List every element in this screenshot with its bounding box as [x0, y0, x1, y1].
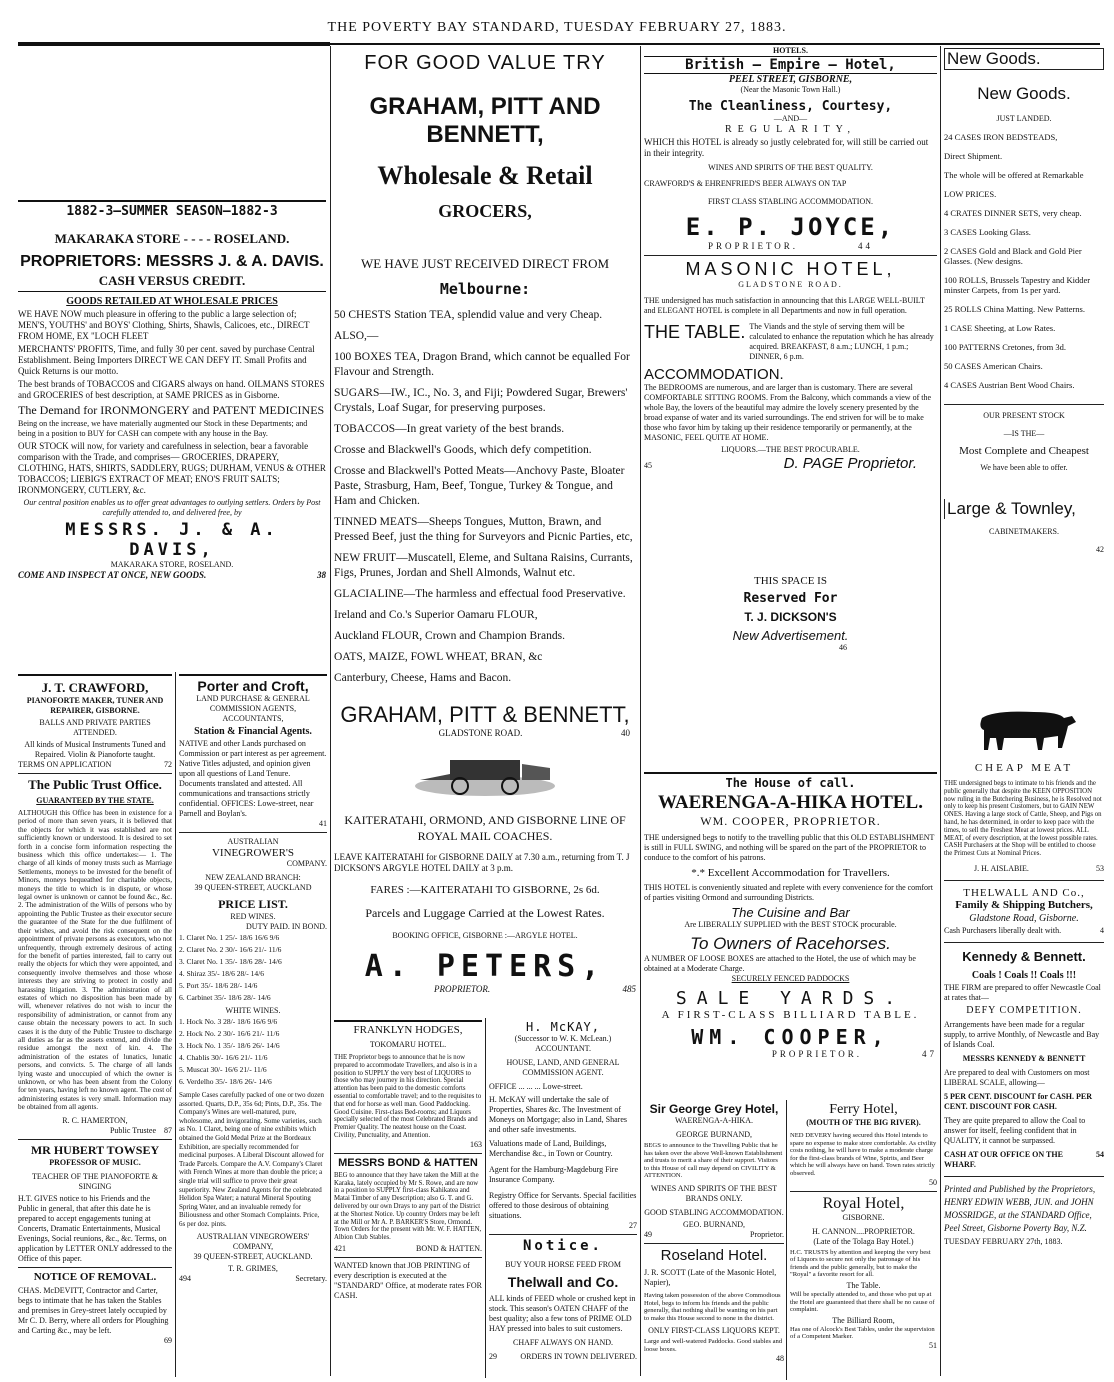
mckay-house: HOUSE, LAND, AND GENERAL COMMISSION AGENT.	[506, 1058, 620, 1077]
waerenga-boxes: A NUMBER OF LOOSE BOXES are attached to the Hotel, the use of which may be obtained at a Moderate Charge.	[644, 954, 916, 973]
vine-wrows-item: 2. Hock No. 2 30/- 16/6 21/- 11/6	[179, 1029, 280, 1038]
gpb-advert	[334, 52, 636, 742]
porter-body: NATIVE and other Lands purchased on Commission or part interest as per agreement. Native Titles adjusted, and opinion given upon all questions of Land Tenure. Documents translated and attested. All communications and transactions strictly confidential. OFFICES: Lowe-street, near Parnell and Boylan's.	[179, 739, 327, 818]
joyce-name: E. P. JOYCE,	[685, 213, 896, 241]
trust-sig2: Public Trustee	[109, 1125, 156, 1135]
towsey-body: H.T. GIVES notice to his Friends and the Public in general, that after this date he is prepared to accept engagements tuning at Concerts, Dramatic Entertainments, Musical Evenings, Social reunions, &c., &c. Terms, on application by LETTER ONLY addressed to the Office of this paper.	[18, 1193, 172, 1263]
gpb-grocers: GROCERS,	[438, 201, 532, 221]
header-rule-right	[640, 43, 1100, 45]
crawford-terms: TERMS ON APPLICATION	[18, 760, 112, 769]
grey-num: 49	[644, 1229, 652, 1239]
porter-sub: LAND PURCHASE & GENERAL COMMISSION AGENTS, ACCOUNTANTS,	[196, 694, 310, 723]
davis-num: 38	[317, 570, 326, 580]
waerenga-yards: SALE YARDS.	[675, 988, 906, 1009]
vine-rows-item: 2. Claret No. 2 30/- 16/6 21/- 11/6	[179, 945, 282, 954]
notice-orders: ORDERS IN TOWN DELIVERED.	[520, 1352, 637, 1361]
thelwall-addr: Gladstone Road, Gisborne.	[969, 912, 1079, 924]
meat-body: THE undersigned begs to intimate to his friends and the public generally that despite the KEEN OPPOSITION now ruling in the Butchering Business, he is Resolved not only to keep his present Customers, but to GAIN NEW ONES. Having a large stock of Cattle, Sheep, and Pigs on hand, he has determined, in order to keep pace with the times, to sell the Freshest Meat at lowest prices. ALL MEAT, of every description, at the lowest possible rates. CASH Purchasers at the Shop will be entitled to choose the Primest Cuts at Nominal Prices.	[944, 780, 1102, 858]
hodges-body: THE Proprietor begs to announce that he is now prepared to accommodate Travellers, and also is in a position to SUPPLY the very best of LIQUORS to those who may journey in his direction. Special attention has been paid to the domestic comforts essential to comfortable travel; and to the requisites to that end for horse as well man. Good Paddocking. Good Cuisine. First-class Bed-rooms; and Liquors specially selected of the most Celebrated Brands and Premier Quality. The neatest house on the Coast. Civility, Punctuality, and Attention.	[334, 1054, 482, 1139]
newgoods-items-item: 2 CASES Gold and Black and Gold Pier Glasses. (New designs.	[944, 246, 1082, 266]
hodges-num: 163	[470, 1139, 482, 1149]
waerenga-num: 47	[922, 1049, 937, 1059]
waerenga-billiard: A FIRST-CLASS BILLIARD TABLE.	[661, 1009, 920, 1021]
coach-illustration	[410, 746, 560, 806]
masthead	[0, 20, 1114, 36]
imprint-body: Printed and Published by the Proprietors, HENRY EDWIN WEBB, JUN. and JOHN MOSSRIDGE, at the STANDARD Office, Peel Street, Gisborne Poverty Bay, N.Z.	[944, 1183, 1096, 1233]
hodges-name: FRANKLYN HODGES,	[334, 1020, 482, 1036]
grey-body: BEGS to announce to the Travelling Public that he has taken over the above Well-known Establishment and trusts to merit a share of their support. Visitors to this House of call may depend on CIVILITY & ATTENTION.	[644, 1142, 783, 1180]
davis-come: COME AND INSPECT AT ONCE, NEW GOODS.	[18, 570, 207, 580]
masonic-accom: ACCOMMODATION.	[644, 366, 784, 383]
mckay-num: 27	[629, 1221, 637, 1230]
waerenga-fenced: SECURELY FENCED PADDOCKS	[731, 974, 850, 983]
trust-body: ALTHOUGH this Office has been in existence for a period of more than seven years, it is believed that the objects for which it was established are not sufficiently known or understood. It is desired to set forth in a concise form information respecting the business which this office undertakes:— 1. The charge of all kinds of money trusts such as Marriage Settlements, moneys to be invested for the benefit of Minors, moneys bequeathed for charitable objects, moneys the title to which is in dispute, or whose legal owner is unknown or cannot be found &c., &c. 2. The administration of the Wills of persons who by appointing the Public Trustee as their executor secure the guarantee of the State for the due fulfilment of their wishes, and avoid the risk consequent on the appointment of private persons as executors, who not unfrequently, through extremely desirous of acting for the benefit of parties interested, fail to carry out really the objects for which they were appointed, and consequently involve themselves and those whose interests they are striving to protect in costly and harassing litigation. 3. The administration of all estates of which no disposition has been made by will, whenever relatives do not wish to incur the responsibility of administration, or cannot from any cause obtain the necessary powers to act. In such cases it is the duty of the Public Trustee to discharge all duties as far as the assets extend, and divide the residue amongst the next of kin. 4. The administration of the estates of lunatics, lunatic persons, and convicts. 5. The charge of all lands lying waste and unoccupied of which the owner is unknown, or who has been absent from the Colony for ten years, having left no known agent. The cost of administering estates is very small. Information may be obtained from all agents.	[18, 809, 172, 1112]
meat-num: 53	[1096, 863, 1104, 873]
vine-sig4: Secretary.	[295, 1273, 327, 1283]
davis-store: MAKARAKA STORE - - - - ROSELAND.	[54, 231, 290, 246]
removal-title: NOTICE OF REMOVAL.	[33, 1270, 157, 1283]
vine-rows-item: 1. Claret No. 1 25/- 18/6 16/6 9/6	[179, 933, 280, 942]
vine-num: 494	[179, 1273, 191, 1283]
waerenga-name: WAERENGA-A-HIKA HOTEL.	[658, 792, 923, 813]
vine-sig3: T. R. GRIMES,	[228, 1263, 278, 1273]
col2-lower	[179, 674, 327, 1374]
vine-title2: VINEGROWER'S	[211, 847, 295, 859]
reserved-num: 46	[839, 643, 847, 652]
col1-lower	[18, 674, 172, 1374]
newgoods-num: 42	[1096, 545, 1104, 554]
davis-body3: The best brands of TOBACCOS and CIGARS always on hand. OILMANS STORES and GROCERIES of best description, at SAME PRICES as in Gisborne.	[18, 379, 325, 400]
removal-body: CHAS. McDEVITT, Contractor and Carter, begs to intimate that he has taken the Stables and premises in Grey-street lately occupied by Mr C. D. Berry, where all orders for Ploughing and Carting &c., may be left.	[18, 1285, 169, 1335]
waerenga-cat: The House of call.	[644, 772, 937, 790]
newgoods-able: We have been able to offer.	[980, 463, 1068, 472]
vine-branch: NEW ZEALAND BRANCH:	[205, 873, 301, 882]
divider	[18, 1267, 172, 1268]
towsey-teacher: TEACHER OF THE PIANOFORTE & SINGING	[31, 1171, 159, 1191]
bond-num: 421	[334, 1243, 346, 1253]
davis-body5: OUR STOCK will now, for variety and carefulness in selection, bear a favorable comparison with the Trade, and comprises— GROCERIES, DRAPERY, CLOTHING, HATS, SHIRTS, SADDLERY, RUGS; DURHAM, VENUS & OTHER TOBACCOS; LIEBIG'S EXTRACT OF MEAT; ENO'S FRUIT SALTS; IRONMONGERY, CUTLERY, &c.	[18, 441, 326, 495]
newgoods-items-item: 1 CASE Sheeting, at Low Rates.	[944, 323, 1056, 333]
kennedy-prep: Are prepared to deal with Customers on most LIBERAL SCALE, allowing—	[944, 1067, 1090, 1087]
gpb-items-item: Crosse and Blackwell's Goods, which defy competition.	[334, 444, 592, 456]
waerenga-exc: *.* Excellent Accommodation for Travellers.	[691, 867, 890, 879]
divider	[179, 832, 327, 833]
grey-stab: GOOD STABLING ACCOMMODATION.	[644, 1207, 784, 1217]
kennedy-defy: DEFY COMPETITION.	[966, 1004, 1082, 1016]
imprint-date: TUESDAY FEBRUARY 27th, 1883.	[944, 1236, 1063, 1246]
col4-lower	[489, 1020, 637, 1378]
davis-advert	[18, 200, 326, 580]
notice-body: ALL kinds of FEED whole or crushed kept in stock. This season's OATEN CHAFF of the best quality; also a few tons of PRIME OLD HAY pressed into bales to suit customers.	[489, 1294, 636, 1333]
thelwall-num: 4	[1100, 925, 1104, 935]
column-rule-1	[330, 46, 331, 1376]
royal-num: 51	[929, 1340, 937, 1350]
newgoods-items-item: 4 CASES Austrian Bent Wood Chairs.	[944, 380, 1075, 390]
masonic-road: GLADSTONE ROAD.	[738, 280, 843, 289]
meat-sig: J. H. AISLABIE.	[974, 863, 1029, 873]
newgoods-items	[944, 132, 1104, 390]
ferry-sub: (MOUTH OF THE BIG RIVER).	[806, 1118, 921, 1127]
vine-body: Sample Cases carefully packed of one or two dozen assorted. Quarts, D.P., 35s 6d; Pints, D.P., 35s. The Company's Wines are well-matured, pure, wholesome, and invigorating. Some varieties, such as No. 1 Claret, being one of nine exhibits which obtained the Gold Medal Prize at the Bordeaux Exhibition, are specially recommended for medicinal purposes. A Liberal Discount allowed for Trade Parcels. Compare the A.V. Company's Claret with French Wines at more than double the price; a single trial will suffice to prove their great superiority. New Zealand Agents for the celebrated Helidon Spa Water; a natural Mineral Spouting Spring Water, and an invaluable remedy for Biliousness and other Stomach Complaints. Price, 6s per doz. pints.	[179, 1091, 325, 1228]
divider	[644, 255, 937, 256]
roseland-only: ONLY FIRST-CLASS LIQUORS KEPT.	[648, 1326, 780, 1336]
waerenga-lib: Are LIBERALLY SUPPLIED with the BEST STOCK procurable.	[684, 920, 897, 929]
divider	[790, 1191, 937, 1192]
grey-sig: GEO. BURNAND,	[683, 1219, 745, 1229]
royal-sub: GISBORNE.	[842, 1212, 885, 1222]
column-rule-1b	[175, 672, 176, 1377]
coach-num: 485	[622, 984, 636, 994]
towsey-sub: PROFESSOR OF MUSIC.	[49, 1157, 141, 1167]
grey-sub: WAERENGA-A-HIKA.	[675, 1116, 753, 1125]
masonic-num: 45	[644, 461, 652, 470]
gpb-signature: GRAHAM, PITT & BENNETT,	[340, 702, 630, 727]
gpb-melbourne: Melbourne:	[439, 280, 531, 298]
royal-table: The Table.	[846, 1280, 881, 1290]
gpb-items-item: Canterbury, Cheese, Hams and Bacon.	[334, 672, 512, 684]
masthead-text: THE POVERTY BAY STANDARD, TUESDAY FEBRUARY 27, 1883.	[327, 20, 787, 35]
trust-sub: GUARANTEED BY THE STATE.	[36, 796, 154, 805]
vine-title3: COMPANY.	[286, 859, 327, 868]
col6-lower	[944, 700, 1104, 1380]
vine-white: WHITE WINES.	[225, 1006, 281, 1015]
newgoods-items-item: The whole will be offered at Remarkable	[944, 170, 1084, 180]
royal-billiard-body: Has one of Alcock's Best Tables, under the supervision of a Competent Marker.	[790, 1325, 935, 1341]
gpb-items-item: 50 CHESTS Station TEA, splendid value and very Cheap.	[334, 309, 603, 321]
newgoods-items-item: 50 CASES American Chairs.	[944, 361, 1043, 371]
kennedy-quality: They are quite prepared to allow the Coal to answer for itself, feeling confident that in QUALITY, it cannot be surpassed.	[944, 1115, 1086, 1145]
vine-rows-item: 4. Shiraz 35/- 18/6 28/- 14/6	[179, 969, 264, 978]
mckay-reg: Registry Office for Servants. Special facilities offered to those desirous of obtaining situations.	[489, 1191, 637, 1220]
royal-cannon: H. CANNON....PROPRIETOR.	[812, 1226, 915, 1236]
masonic-liquors: LIQUORS.—THE BEST PROCURABLE.	[721, 445, 860, 454]
col6-upper	[944, 48, 1104, 688]
gpb-items	[334, 308, 636, 686]
col5-lower-left	[644, 1102, 784, 1378]
porter-station: Station & Financial Agents.	[194, 726, 312, 737]
british-body: WHICH this HOTEL is already so justly celebrated for, will still be carried out in their integrity.	[644, 137, 929, 158]
coach-title: KAITERATAHI, ORMOND, AND GISBORNE LINE OF ROYAL MAIL COACHES.	[344, 813, 626, 843]
hodges-sub: TOKOMARU HOTEL.	[369, 1040, 447, 1049]
newgoods-items-item: 3 CASES Looking Glass.	[944, 227, 1031, 237]
british-reg: REGULARITY,	[724, 124, 857, 135]
british-addr: PEEL STREET, GISBORNE,	[728, 74, 853, 85]
divider	[18, 773, 172, 774]
davis-body4: Being on the increase, we have materially augmented our Stock in these Departments; and being in a position to BUY for CASH can compete with any house in the Bay.	[18, 419, 308, 438]
crawford-body: All kinds of Musical Instruments Tuned and Repaired. Violin & Pianoforte taught.	[24, 740, 166, 759]
vine-cols: DUTY PAID. IN BOND.	[246, 922, 327, 931]
bond-sig: BOND & HATTEN.	[416, 1243, 482, 1253]
grey-wines: WINES AND SPIRITS OF THE BEST BRANDS ONLY.	[650, 1183, 778, 1203]
header-rule-left	[18, 42, 330, 46]
grey-burnand: GEORGE BURNAND,	[676, 1130, 752, 1139]
reserved-l3: T. J. DICKSON'S	[744, 610, 837, 624]
gpb-received: WE HAVE JUST RECEIVED DIRECT FROM	[360, 256, 610, 271]
vine-rows-item: 5. Port 35/- 18/6 28/- 14/6	[179, 981, 258, 990]
reserved-advert	[644, 575, 937, 675]
masonic-accom-body: The BEDROOMS are numerous, and are larger than is customary. There are several COMFORTABLE SITTING ROOMS. From the Balcony, which commands a view of the whole Bay, the lovers of the beautiful may admire the lovely scenery presented by the broad expanse of water and its varied surroundings. The end striven for will be to make those who favor him by taking up their residence temporarily or permanently, at the MASONIC, FEEL QUITE AT HOME.	[644, 383, 931, 442]
mckay-acct: ACCOUNTANT.	[535, 1044, 591, 1053]
mckay-office: OFFICE ... ... ... Lowe-street.	[489, 1082, 583, 1091]
notice-name: Thelwall and Co.	[507, 1274, 619, 1290]
masonic-table-body: The Viands and the style of serving them will be calculated to enhance the reputation which he has already acquired. BREAKFAST, 8 a.m.; LUNCH, 1 p.m.; DINNER, 6 p.m.	[749, 322, 934, 361]
newgoods-landed: JUST LANDED.	[996, 114, 1052, 123]
gpb-top: FOR GOOD VALUE TRY	[364, 52, 606, 74]
british-beer: CRAWFORD'S & EHRENFRIED'S BEER ALWAYS ON TAP	[644, 179, 847, 188]
header-rule-mid	[330, 43, 640, 45]
kennedy-disc: 5 PER CENT. DISCOUNT for CASH. PER CENT. DISCOUNT FOR CASH.	[944, 1091, 1093, 1111]
divider	[644, 1243, 784, 1244]
col5-upper	[644, 46, 937, 472]
crawford-num: 72	[164, 760, 172, 769]
meat-title: CHEAP MEAT	[974, 762, 1074, 774]
newgoods-items-item: 100 ROLLS, Brussels Tapestry and Kidder minster Carpets, from 1s per yard.	[944, 275, 1091, 295]
mckay-name: H. McKAY,	[525, 1020, 601, 1034]
large-townley: Large & Townley,	[944, 499, 1104, 519]
roseland-num: 48	[776, 1353, 784, 1363]
cooper-sig: WM. COOPER,	[691, 1025, 890, 1049]
column-rule-2	[640, 46, 641, 1376]
notice-num: 29	[489, 1352, 497, 1361]
newgoods-items-item: 100 PATTERNS Cretones, from 3d.	[944, 342, 1066, 352]
roseland-scott: J. R. SCOTT (Late of the Masonic Hotel, Napier),	[644, 1267, 777, 1287]
davis-signature-addr: MAKARAKA STORE, ROSELAND.	[110, 560, 234, 569]
waerenga-owners: To Owners of Racehorses.	[690, 934, 891, 953]
kennedy-body: THE FIRM are prepared to offer Newcastle Coal at rates that—	[944, 982, 1101, 1002]
vine-rows-item: 3. Claret No. 1 35/- 18/6 28/- 14/6	[179, 957, 282, 966]
peters-prop: PROPRIETOR.	[434, 984, 491, 994]
waerenga-advert	[644, 772, 937, 1098]
coach-advert	[334, 746, 636, 994]
waerenga-conv: THIS HOTEL is conveniently situated and replete with every convenience for the comfort of parties visiting Ormond and surrounding Districts.	[644, 883, 933, 902]
vine-sig2: 39 QUEEN-STREET, AUCKLAND.	[193, 1251, 313, 1261]
davis-goods: GOODS RETAILED AT WHOLESALE PRICES	[66, 296, 278, 307]
coach-parcels: Parcels and Luggage Carried at the Lowest Rates.	[365, 906, 605, 920]
porter-num: 41	[319, 819, 327, 828]
gpb-items-item: Ireland and Co.'s Superior Oamaru FLOUR,	[334, 609, 538, 621]
davis-body6: Our central position enables us to offer great advantages to outlying settlers. Orders by Post carefully attended to, and delivered free, by	[23, 498, 321, 517]
mckay-val: Valuations made of Land, Buildings, Merchandise &c., in Town or Country.	[489, 1139, 613, 1158]
vine-list: PRICE LIST.	[218, 897, 288, 911]
divider	[944, 942, 1104, 943]
davis-demand: The Demand for IRONMONGERY and PATENT MEDICINES	[18, 403, 325, 417]
davis-cash: CASH VERSUS CREDIT.	[18, 273, 326, 292]
gpb-items-item: Crosse and Blackwell's Potted Meats—Anchovy Paste, Bloater Paste, Strasburg, Ham, Beef, Tongue, Turkey & Tongue, and Ham and Chicken.	[334, 465, 625, 507]
trust-num: 87	[164, 1125, 172, 1135]
joyce-prop: PROPRIETOR.	[707, 241, 799, 251]
newgoods-most: Most Complete and Cheapest	[959, 445, 1089, 457]
gpb-items-item: TINNED MEATS—Sheeps Tongues, Mutton, Brawn, and Pressed Beef, just the thing for Surveyors and Picnic Parties, etc,	[334, 516, 633, 543]
british-name: British — Empire — Hotel,	[644, 56, 937, 74]
waerenga-cuisine: The Cuisine and Bar	[731, 905, 850, 920]
cow-illustration	[964, 700, 1084, 758]
davis-proprietors: PROPRIETORS: MESSRS J. & A. DAVIS.	[20, 253, 324, 270]
davis-body2: MERCHANTS' PROFITS, Time, and fully 30 per cent. saved by purchase Central Establishment. Being Importers DIRECT WE CAN DEFY IT. Small Profits and Quick Returns is our motto.	[18, 344, 315, 376]
davis-season: 1882-3—SUMMER SEASON—1882-3	[18, 200, 326, 219]
column-rule-2b	[485, 1018, 486, 1378]
porter-name: Porter and Croft,	[179, 674, 327, 694]
newgoods-t1: New Goods.	[944, 48, 1104, 70]
gpb-name: GRAHAM, PITT AND BENNETT,	[369, 93, 601, 148]
coach-body: LEAVE KAITERATAHI for GISBORNE DAILY at 7.30 a.m., returning from T. J DICKSON'S ARGYLE HOTEL DAILY at 3 p.m.	[334, 852, 630, 873]
bond-body: BEG to announce that they have taken the Mill at the Karaka, lately occupied by Mr S. Rowe, and are now in a position to SUPPLY first-class Kahikatea and Matai Timber of any Description; also G. T. and G. delivered by our own Drays to any part of the District at the Shortest Notice. Up country Orders may be left at the Mill or Mr A. P. BARKER'S Store, Ormond. Town Orders for the present with Mr. W. F. HATTEN, Albion Club Stables.	[334, 1171, 482, 1242]
kennedy-name: Kennedy & Bennett.	[962, 948, 1086, 964]
vine-white-rows	[179, 1016, 327, 1088]
ferry-body: NED DEVERY having secured this Hotel intends to spare no expense to make store comfortable. As civility costs nothing, he will have to make a moderate charge for the first-class brands of Wine, Spirits, and Beer which he will always have on hand. Town rates strictly observed.	[790, 1132, 937, 1177]
vine-wrows-item: 1. Hock No. 3 28/- 18/6 16/6 9/6	[179, 1017, 278, 1026]
vine-red: RED WINES.	[230, 912, 276, 921]
british-near: (Near the Masonic Town Hall.)	[740, 85, 841, 94]
newgoods-stock: OUR PRESENT STOCK	[944, 404, 1104, 421]
grey-name: Sir George Grey Hotel,	[649, 1102, 779, 1116]
waerenga-prop: WM. COOPER, PROPRIETOR.	[700, 814, 881, 828]
divider	[489, 1234, 637, 1235]
british-category: HOTELS.	[773, 46, 808, 55]
thelwall-cash: Cash Purchasers liberally dealt with.	[944, 925, 1062, 935]
thelwall-sub: Family & Shipping Butchers,	[955, 898, 1093, 911]
masonic-body: THE undersigned has much satisfaction in announcing that this LARGE WELL-BUILT and ELEGANT HOTEL is complete in all Departments and now in full operation.	[644, 296, 925, 315]
ferry-num: 50	[929, 1177, 937, 1187]
british-num: 44	[858, 241, 874, 251]
crawford-sub: PIANOFORTE MAKER, TUNER AND REPAIRER, GISBORNE.	[26, 696, 164, 715]
british-and: —AND—	[773, 114, 808, 123]
col3-lower	[334, 1020, 482, 1378]
vine-wrows-item: 6. Verdelho 35/- 18/6 26/- 14/6	[179, 1077, 272, 1086]
vine-wrows-item: 3. Hock No. 1 35/- 18/6 26/- 14/6	[179, 1041, 280, 1050]
gpb-road: GLADSTONE ROAD.	[438, 728, 523, 738]
roseland-name: Roseland Hotel.	[660, 1246, 768, 1264]
newgoods-items-item: Direct Shipment.	[944, 151, 1003, 161]
gpb-items-item: NEW FRUIT—Muscatell, Eleme, and Sultana Raisins, Currants, Figs, Prunes, Jordan and Shell Almonds, Walnut etc.	[334, 552, 633, 579]
towsey-name: MR HUBERT TOWSEY	[30, 1142, 160, 1157]
davis-signature: MESSRS. J. & A. DAVIS,	[65, 520, 279, 560]
reserved-l2: Reserved For	[743, 591, 838, 606]
notice-buy: BUY YOUR HORSE FEED FROM	[505, 1260, 621, 1269]
trust-title: The Public Trust Office.	[28, 777, 162, 792]
british-wines: WINES AND SPIRITS OF THE BEST QUALITY.	[708, 163, 873, 172]
newgoods-is: —IS THE—	[1003, 429, 1045, 438]
crawford-balls: BALLS AND PRIVATE PARTIES ATTENDED.	[39, 718, 151, 737]
roseland-large: Large and well-watered Paddocks. Good stables and loose boxes.	[644, 1338, 783, 1353]
reserved-l4: New Advertisement.	[732, 628, 849, 643]
kennedy-messrs: MESSRS KENNEDY & BENNETT	[962, 1053, 1086, 1063]
royal-late: (Late of the Tolaga Bay Hotel.)	[813, 1236, 914, 1246]
mckay-agent: Agent for the Hamburg-Magdeburg Fire Insurance Company.	[489, 1165, 619, 1184]
vine-red-rows	[179, 932, 327, 1004]
column-rule-3b	[786, 1100, 787, 1380]
divider	[944, 1176, 1104, 1177]
divider	[334, 1257, 482, 1258]
gpb-items-item: 100 BOXES TEA, Dragon Brand, which cannot be equalled For Flavour and Strength.	[334, 351, 630, 378]
notice-chaff: CHAFF ALWAYS ON HAND.	[512, 1338, 613, 1347]
crawford-name: J. T. CRAWFORD,	[18, 674, 172, 696]
mckay-sub: (Successor to W. K. McLean.)	[514, 1034, 612, 1043]
masonic-sig: D. PAGE Proprietor.	[783, 455, 917, 472]
davis-body1: WE HAVE NOW much pleasure in offering to the public a large selection of; MEN'S, YOUTHS' and BOYS' Clothing, Shirts, Shawls, Calicoes, etc., DIRECT FROM HOME, EX "LOCH FLEET	[18, 309, 310, 341]
gpb-items-item: GLACIALINE—The harmless and effectual food Preservative.	[334, 588, 626, 600]
waerenga-body: THE undersigned begs to notify to the travelling public that this OLD ESTABLISHMENT is still in FULL SWING, and nothing will be spared on the part of the PROPRIETOR to conduce to the comfort of his patrons.	[644, 833, 935, 862]
notice-title: Notice.	[522, 1238, 603, 1254]
grey-prop: Proprietor.	[750, 1229, 784, 1239]
gpb-wholesale: Wholesale & Retail	[377, 161, 593, 190]
mckay-body: H. McKAY will undertake the sale of Properties, Shares &c. The Investment of Moneys on Mortgage; also in Land, Shares and other safe investments.	[489, 1095, 627, 1134]
royal-name: Royal Hotel,	[822, 1194, 905, 1212]
vine-title1: AUSTRALIAN	[227, 837, 279, 846]
thelwall-name: THELWALL AND Co.,	[963, 886, 1085, 899]
gpb-items-item: OATS, MAIZE, FOWL WHEAT, BRAN, &c	[334, 651, 543, 663]
removal-num: 69	[164, 1335, 172, 1345]
cooper-prop: PROPRIETOR.	[771, 1049, 862, 1059]
divider	[18, 1139, 172, 1140]
wanted-body: WANTED known that JOB PRINTING of every description is executed at the "STANDARD" Office, at moderate rates FOR CASH.	[334, 1260, 482, 1300]
gpb-items-item: ALSO,—	[334, 330, 379, 342]
newgoods-items-item: 4 CRATES DINNER SETS, very cheap.	[944, 208, 1082, 218]
gpb-num: 40	[621, 728, 630, 738]
royal-body: H.C. TRUSTS by attention and keeping the very best of Liquors to secure not only the patronage of his friends and the public generally, but to make the "Royal" a favorite resort for all.	[790, 1248, 931, 1279]
kennedy-office: CASH AT OUR OFFICE ON THE WHARF.	[944, 1149, 1063, 1169]
bond-name: MESSRS BOND & HATTEN	[338, 1156, 478, 1169]
roseland-body: Having taken possession of the above Commodious Hotel, begs to inform his friends and the public generally, that nothing shall be wanting on his part to make this House second to none in the district.	[644, 1291, 781, 1322]
coach-booking: BOOKING OFFICE, GISBORNE :—ARGYLE HOTEL.	[392, 931, 578, 940]
divider	[334, 1153, 482, 1154]
kennedy-arr: Arrangements have been made for a regular supply, to arrive Monthly, of Newcastle and Bay of Islands Coal.	[944, 1019, 1100, 1049]
newgoods-items-item: 25 ROLLS China Matting. New Patterns.	[944, 304, 1085, 314]
royal-table-body: Will be specially attended to, and those who put up at the Hotel are guaranteed that there shall be no cause of complaint.	[790, 1290, 935, 1314]
british-clean: The Cleanliness, Courtesy,	[688, 99, 893, 114]
royal-billiard: The Billiard Room,	[832, 1315, 895, 1325]
newgoods-items-item: LOW PRICES.	[944, 189, 997, 199]
col5-lower-right	[790, 1102, 937, 1378]
gpb-items-item: TOBACCOS—In great variety of the best brands.	[334, 423, 565, 435]
newgoods-t2: New Goods.	[977, 84, 1071, 103]
newgoods-cab: CABINETMAKERS.	[988, 527, 1059, 536]
kennedy-num: 54	[1096, 1149, 1104, 1159]
vine-wrows-item: 5. Muscat 30/- 16/6 21/- 11/6	[179, 1065, 267, 1074]
ferry-name: Ferry Hotel,	[829, 1102, 898, 1117]
british-stab: FIRST CLASS STABLING ACCOMMODATION.	[707, 197, 873, 206]
reserved-l1: THIS SPACE IS	[754, 575, 827, 587]
gpb-items-item: SUGARS—IW., IC., No. 3, and Fiji; Powdered Sugar, Brewers' Crystals, Loaf Sugar, for preserving purposes.	[334, 387, 628, 414]
divider	[944, 880, 1104, 881]
vine-addr: 39 QUEEN-STREET, AUCKLAND	[194, 883, 312, 892]
masonic-name: MASONIC HOTEL,	[685, 259, 896, 279]
column-rule-3	[940, 46, 941, 1376]
gpb-items-item: Auckland FLOUR, Crown and Champion Brands.	[334, 630, 565, 642]
masonic-table: THE TABLE.	[644, 322, 746, 342]
newgoods-items-item: 24 CASES IRON BEDSTEADS,	[944, 132, 1058, 142]
coach-fares: FARES :—KAITERATAHI TO GISBORNE, 2s 6d.	[370, 884, 600, 896]
vine-wrows-item: 4. Chablis 30/- 16/6 21/- 11/6	[179, 1053, 268, 1062]
vine-rows-item: 6. Carbinet 35/- 18/6 28/- 14/6	[179, 993, 271, 1002]
peters-name: A. PETERS,	[364, 949, 606, 984]
trust-sig: R. C. HAMERTON,	[62, 1115, 128, 1125]
kennedy-coals: Coals ! Coals !! Coals !!!	[971, 969, 1077, 981]
vine-sig1: AUSTRALIAN VINEGROWERS' COMPANY,	[196, 1231, 310, 1251]
